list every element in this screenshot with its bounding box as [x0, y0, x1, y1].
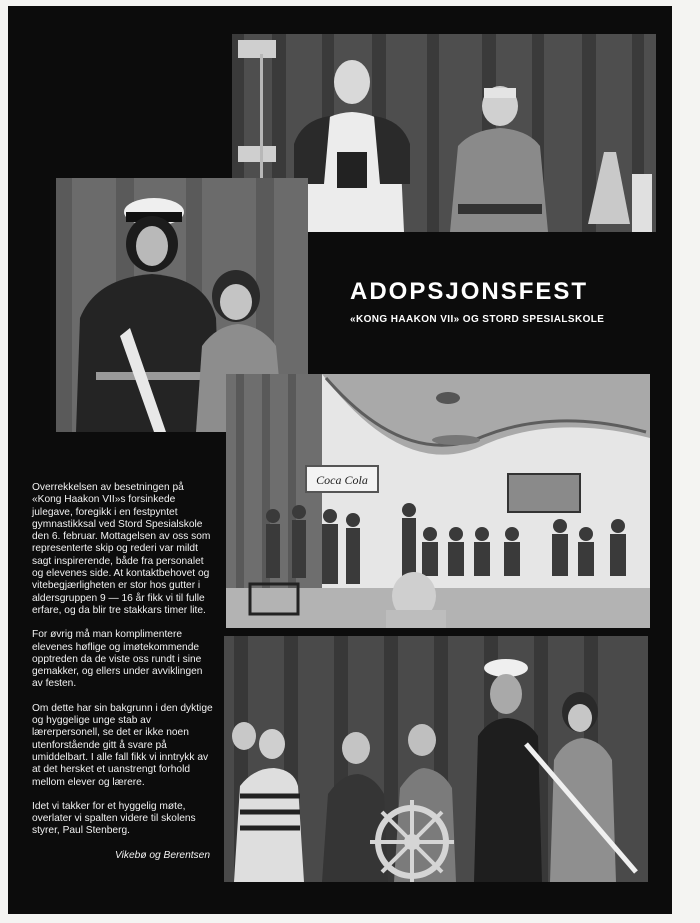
article-paragraph: For øvrig må man komplimentere elevenes høflige og imøtekommende opptreden da de viste oss rundt i sine gemakker, og ellers under avviklingen av festen.	[32, 629, 203, 690]
article-subtitle: «KONG HAAKON VII» OG STORD SPESIALSKOLE	[350, 314, 605, 325]
article-header	[310, 236, 656, 370]
coca-cola-banner: Coca Cola	[316, 473, 368, 487]
photo-costumed-group-image	[224, 636, 648, 882]
photo-gymnasium-party	[226, 374, 650, 628]
article-paragraph: Om dette har sin bakgrunn i den dyktige og hyggelige unge stab av lærerpersonell, se det er ikke noen utenforstående gitt å svare på umiddelbart. I alle fall fikk vi inntrykk av at det hersket et uanstrengt forhold mellom elever og lærere.	[32, 702, 213, 788]
article-paragraph: Idet vi takker for et hyggelig møte, overlater vi spalten videre til skolens styrer, Paul Stenberg.	[32, 800, 196, 837]
article-title: ADOPSJONSFEST	[350, 278, 589, 305]
photo-costumed-group	[224, 636, 648, 882]
article-author: Vikebø og Berentsen	[115, 849, 210, 861]
article-paragraph: Overrekkelsen av besetningen på «Kong Haakon VII»s forsinkede julegave, foregikk i en festpyntet gymnastikksal ved Stord Spesialskole den 6. februar. Mottagelsen av oss som representerte skip og rederi var mildt sagt inspirerende, både fra personalet og elevenes side. At kontaktbehovet og vitebegjærligheten er stor hos gutter i aldersgruppen 9 — 16 år fikk vi til fulle erfare, og da blir tre stakkars timer lite.	[32, 482, 211, 616]
photo-gymnasium-party-image	[226, 374, 650, 628]
article-body	[32, 482, 216, 862]
magazine-page	[8, 6, 672, 914]
